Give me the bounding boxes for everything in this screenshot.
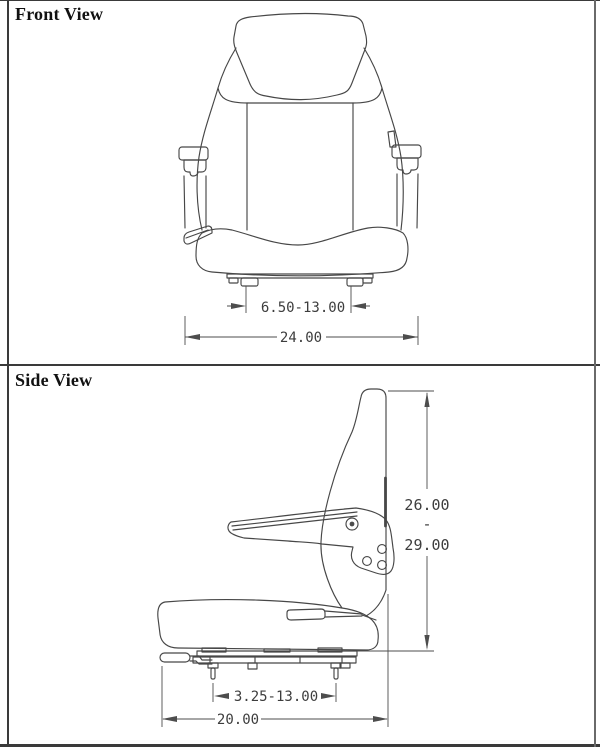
handle-bar <box>160 653 190 662</box>
armrest-side <box>228 508 394 574</box>
rail-lower <box>193 657 356 663</box>
lever-handle <box>287 609 325 620</box>
arrowhead-left <box>185 334 200 340</box>
bracket-column <box>184 176 206 228</box>
seat-cushion-outline <box>196 227 408 276</box>
front-overall-width-dimension <box>185 316 418 346</box>
rail-ticks <box>210 657 342 663</box>
armrest-pivot-bolt-center <box>350 522 355 527</box>
cushion-profile <box>158 600 378 650</box>
frame-top-border <box>0 0 600 1</box>
arrowhead-right <box>351 303 366 309</box>
arrowhead-left <box>231 303 246 309</box>
bracket-body <box>184 160 206 176</box>
bracket-hole <box>363 557 372 566</box>
mount-foot-right <box>347 278 363 286</box>
side-height-min-label: 26.00 <box>404 496 450 514</box>
side-mount-spacing-dimension <box>213 683 336 705</box>
stud-shaft-rear <box>334 668 338 679</box>
slide-handle <box>160 653 212 664</box>
frame-left-border <box>7 0 9 747</box>
stud-shaft-front <box>211 668 215 679</box>
frame-right-border <box>594 0 596 747</box>
headrest-outline <box>234 13 367 99</box>
backrest-lower-rear <box>366 590 386 616</box>
arrowhead-right <box>373 716 388 722</box>
armrest-bracket-left <box>179 147 208 228</box>
arrowhead-left <box>214 693 229 699</box>
mounting-studs <box>208 663 341 679</box>
side-mount-spacing-label: 3.25-13.00 <box>233 689 319 705</box>
bracket-hole <box>378 545 387 554</box>
arrowhead-right <box>321 693 336 699</box>
armrest-pad-seam-2 <box>233 516 357 530</box>
bracket-column <box>397 174 418 228</box>
arrowhead-down <box>424 635 429 650</box>
front-overall-width-label: 24.00 <box>279 330 323 346</box>
mount-foot-right-small <box>363 278 372 283</box>
front-view-title: Front View <box>15 4 104 24</box>
side-view-drawing <box>158 389 450 728</box>
backrest-profile <box>321 389 386 608</box>
seat-adjustment-lever <box>287 609 376 620</box>
front-view-drawing <box>179 13 421 346</box>
side-height-dimension <box>357 391 450 651</box>
lever-rod <box>325 611 376 620</box>
back-panel-left-arc <box>218 88 248 103</box>
side-overall-depth-label: 20.00 <box>216 712 260 728</box>
armrest-bracket-holes <box>363 545 387 570</box>
bracket-cap <box>179 147 208 160</box>
mounting-feet <box>229 278 372 286</box>
panel-separator-line <box>0 364 600 366</box>
mount-foot-left <box>241 278 258 286</box>
back-panel-right-arc <box>353 88 382 103</box>
side-height-separator: - <box>422 515 432 533</box>
arrowhead-up <box>424 392 429 407</box>
side-height-max-label: 29.00 <box>404 536 450 554</box>
rail-block-left <box>248 663 257 669</box>
front-mount-spacing-dimension <box>227 286 370 316</box>
side-view-title: Side View <box>15 370 93 390</box>
bracket-body <box>397 158 418 174</box>
frame-bottom-border <box>0 744 600 747</box>
mount-foot-left-small <box>229 278 238 283</box>
backrest-left-edge <box>197 48 236 230</box>
front-mount-spacing-label: 6.50-13.00 <box>260 300 346 316</box>
bracket-hole <box>378 561 387 570</box>
arrowhead-right <box>403 334 418 340</box>
armrest-bracket-right <box>388 131 421 228</box>
arrowhead-left <box>162 716 177 722</box>
